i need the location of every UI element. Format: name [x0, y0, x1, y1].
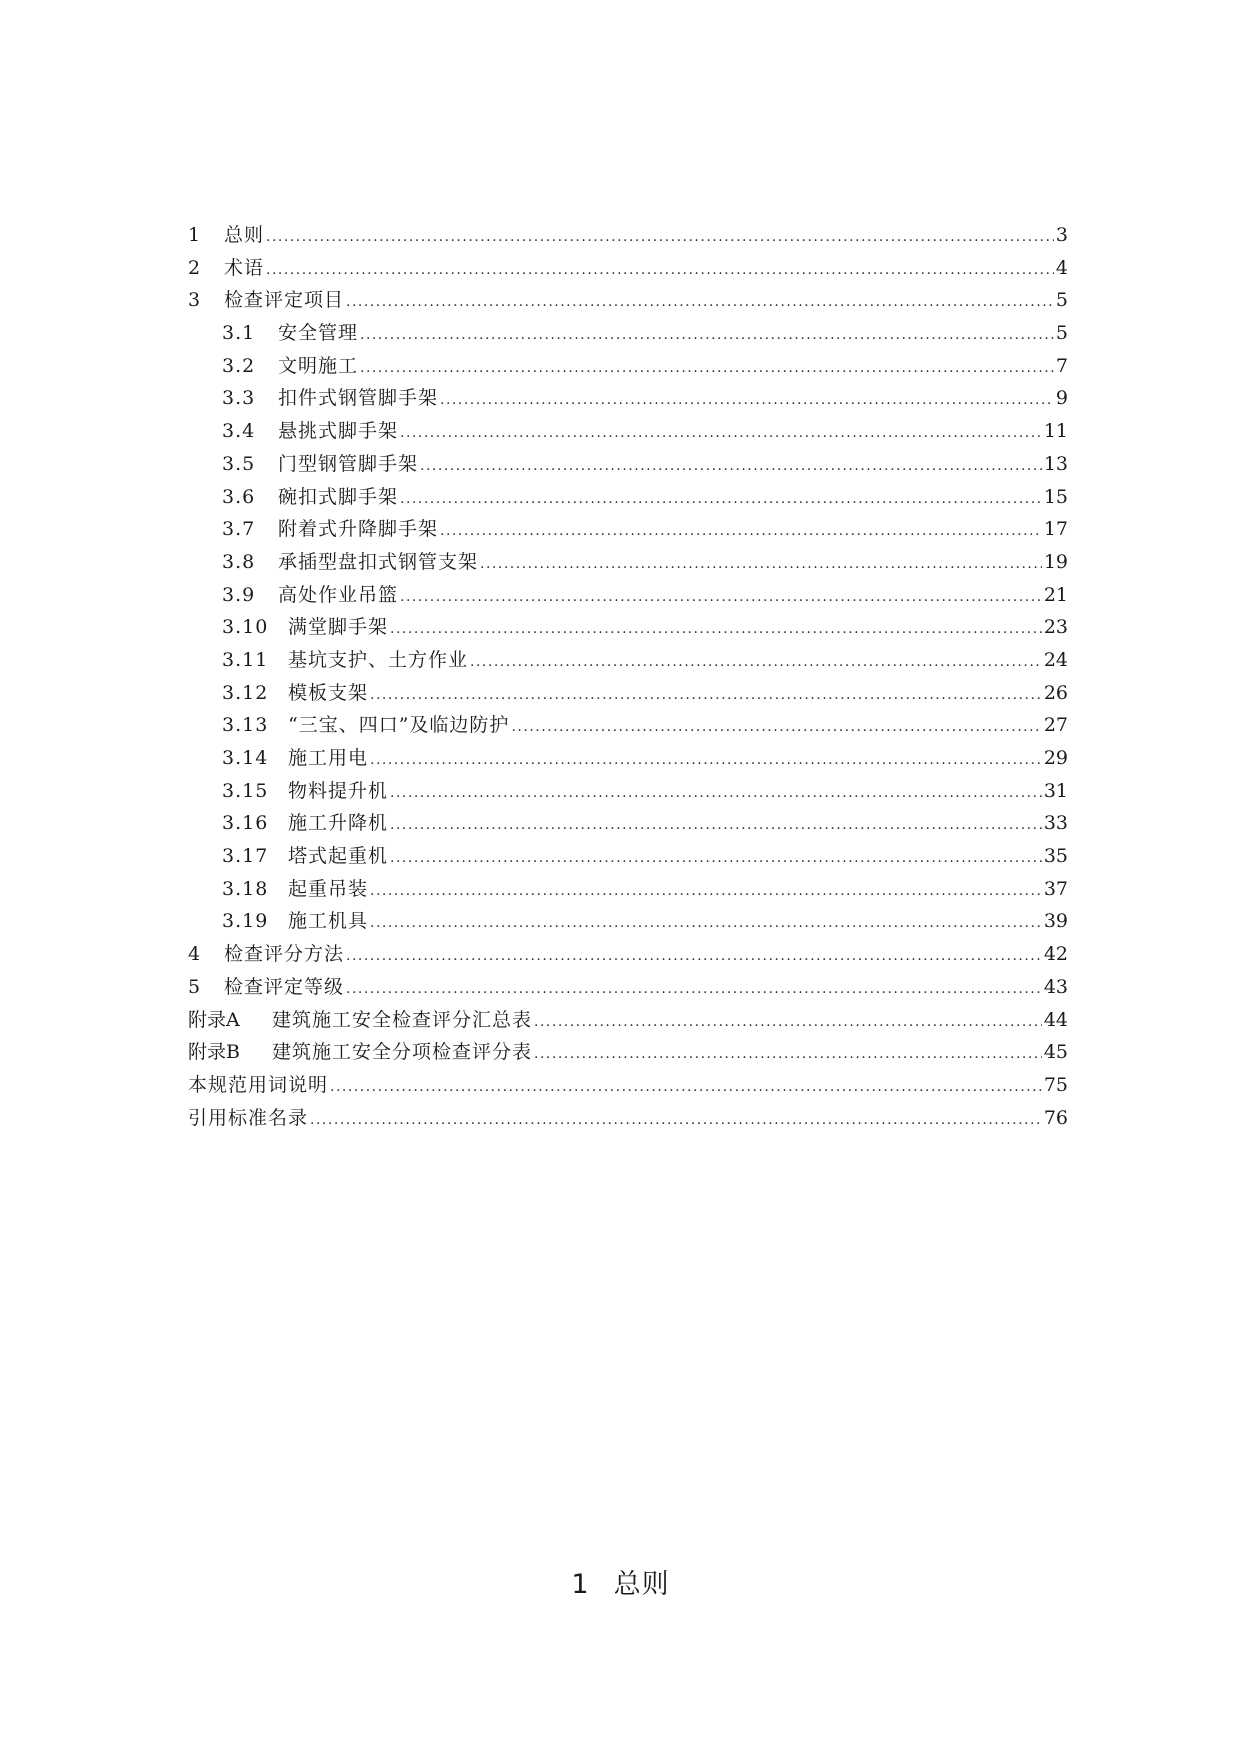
toc-dot-leader: [511, 709, 1041, 744]
toc-entry-page: 15: [1043, 485, 1068, 508]
toc-entry-page: 11: [1043, 420, 1068, 443]
toc-entry-number: 3.16: [222, 812, 269, 835]
toc-dot-leader: [534, 1036, 1042, 1071]
toc-dot-leader: [346, 938, 1042, 973]
toc-dot-leader: [480, 546, 1042, 581]
toc-dot-leader: [266, 252, 1054, 287]
toc-entry-title: 承插型盘扣式钢管支架: [278, 550, 479, 573]
toc-entry-number: 3.12: [222, 681, 269, 704]
toc-entry[interactable]: [188, 219, 1068, 252]
toc-entry[interactable]: [188, 644, 1068, 677]
toc-entry-page: 21: [1043, 583, 1068, 606]
toc-entry[interactable]: [188, 677, 1068, 710]
toc-entry[interactable]: [188, 971, 1068, 1004]
toc-entry-page: 17: [1043, 518, 1068, 541]
toc-entry-title: 检查评定项目: [224, 289, 345, 312]
toc-entry[interactable]: [188, 905, 1068, 938]
toc-entry[interactable]: [188, 546, 1068, 579]
toc-entry-number: 3.13: [222, 714, 269, 737]
toc-entry[interactable]: [188, 840, 1068, 873]
toc-entry-number: 3.9: [222, 583, 256, 606]
toc-entry-title: 文明施工: [278, 354, 359, 377]
toc-dot-leader: [370, 905, 1042, 940]
toc-entry-page: 23: [1043, 616, 1068, 639]
toc-entry[interactable]: [188, 317, 1068, 350]
toc-entry-page: 29: [1043, 747, 1068, 769]
toc-entry-page: 19: [1043, 550, 1068, 573]
toc-entry-title: 检查评定等级: [224, 975, 345, 998]
toc-entry-number: 附录A: [188, 1008, 240, 1031]
toc-dot-leader: [390, 775, 1042, 810]
toc-entry-title: 本规范用词说明: [188, 1073, 329, 1096]
toc-entry-title: 引用标准名录: [188, 1106, 309, 1129]
toc-entry[interactable]: [188, 938, 1068, 971]
toc-entry-number: 3.6: [222, 485, 256, 508]
toc-entry-title: 基坑支护、土方作业: [288, 648, 469, 671]
chapter-number: 1: [571, 1569, 590, 1600]
toc-entry-page: 44: [1043, 1008, 1068, 1031]
toc-entry-page: 76: [1043, 1106, 1068, 1129]
toc-entry-title: “三宝、四口”及临边防护: [288, 714, 510, 737]
toc-dot-leader: [346, 284, 1054, 319]
toc-entry[interactable]: [188, 775, 1068, 808]
toc-entry-title: 总则: [224, 224, 265, 246]
toc-dot-leader: [390, 611, 1042, 646]
toc-dot-leader: [390, 807, 1042, 842]
toc-entry[interactable]: [188, 873, 1068, 906]
toc-entry[interactable]: [188, 513, 1068, 546]
toc-entry-page: 35: [1043, 845, 1068, 868]
toc-entry-page: 5: [1055, 289, 1068, 312]
toc-entry[interactable]: [188, 709, 1068, 742]
toc-dot-leader: [360, 317, 1054, 352]
toc-entry-page: 5: [1055, 322, 1068, 345]
toc-entry[interactable]: [188, 611, 1068, 644]
toc-dot-leader: [400, 579, 1042, 614]
toc-entry-title: 建筑施工安全检查评分汇总表: [272, 1008, 533, 1031]
toc-entry-page: 4: [1055, 256, 1068, 279]
toc-entry-page: 43: [1043, 975, 1068, 998]
toc-entry-page: 33: [1043, 812, 1068, 835]
toc-entry-page: 42: [1043, 943, 1068, 966]
toc-entry-title: 施工机具: [288, 910, 369, 933]
toc-entry-title: 满堂脚手架: [288, 616, 389, 639]
toc-dot-leader: [370, 742, 1042, 777]
toc-entry-number: 3.4: [222, 420, 256, 443]
toc-entry-number: 1: [188, 224, 201, 246]
chapter-heading: [0, 1562, 1241, 1601]
toc-entry-number: 3: [188, 289, 201, 312]
toc-entry-number: 3.3: [222, 387, 256, 410]
toc-entry-page: 26: [1043, 681, 1068, 704]
toc-dot-leader: [310, 1102, 1042, 1137]
toc-entry[interactable]: [188, 284, 1068, 317]
toc-entry-page: 27: [1043, 714, 1068, 737]
toc-entry[interactable]: [188, 1102, 1068, 1135]
toc-dot-leader: [400, 415, 1042, 450]
toc-entry-number: 3.14: [222, 747, 269, 769]
toc-dot-leader: [330, 1069, 1042, 1104]
toc-entry-number: 3.5: [222, 452, 256, 475]
toc-entry[interactable]: [188, 742, 1068, 775]
toc-dot-leader: [370, 677, 1042, 712]
toc-entry[interactable]: [188, 481, 1068, 514]
toc-entry[interactable]: [188, 1004, 1068, 1037]
toc-entry-number: 2: [188, 256, 201, 279]
table-of-contents: [188, 219, 1068, 1134]
toc-dot-leader: [370, 873, 1042, 908]
toc-entry-page: 45: [1043, 1041, 1068, 1064]
toc-entry-page: 75: [1043, 1073, 1068, 1096]
toc-dot-leader: [534, 1004, 1042, 1039]
toc-entry[interactable]: [188, 1069, 1068, 1102]
toc-entry-page: 24: [1043, 648, 1068, 671]
toc-entry-title: 模板支架: [288, 681, 369, 704]
toc-entry-title: 扣件式钢管脚手架: [278, 387, 439, 410]
toc-dot-leader: [470, 644, 1042, 679]
toc-entry-number: 3.1: [222, 322, 256, 345]
toc-entry-number: 4: [188, 943, 201, 966]
toc-entry-title: 施工用电: [288, 747, 369, 769]
toc-entry-title: 附着式升降脚手架: [278, 518, 439, 541]
toc-dot-leader: [420, 448, 1042, 483]
toc-entry-number: 3.10: [222, 616, 269, 639]
toc-entry-number: 3.18: [222, 877, 269, 900]
toc-entry-title: 安全管理: [278, 322, 359, 345]
toc-entry-number: 3.19: [222, 910, 269, 933]
toc-entry-title: 门型钢管脚手架: [278, 452, 419, 475]
toc-entry[interactable]: [188, 382, 1068, 415]
chapter-title: 总则: [613, 1569, 670, 1600]
toc-entry-title: 检查评分方法: [224, 943, 345, 966]
toc-entry-page: 7: [1055, 354, 1068, 377]
toc-entry-number: 附录B: [188, 1041, 240, 1064]
toc-entry-number: 3.17: [222, 845, 269, 868]
toc-entry-title: 悬挑式脚手架: [278, 420, 399, 443]
toc-entry-page: 39: [1043, 910, 1068, 933]
toc-entry-number: 5: [188, 975, 201, 998]
toc-dot-leader: [346, 971, 1042, 1006]
toc-entry-number: 3.7: [222, 518, 256, 541]
toc-dot-leader: [390, 840, 1042, 875]
toc-entry-title: 起重吊装: [288, 877, 369, 900]
toc-dot-leader: [266, 219, 1054, 254]
toc-entry-title: 高处作业吊篮: [278, 583, 399, 606]
toc-entry-title: 塔式起重机: [288, 845, 389, 868]
toc-entry-number: 3.11: [222, 648, 269, 671]
toc-entry-page: 3: [1055, 224, 1068, 246]
toc-entry-title: 建筑施工安全分项检查评分表: [272, 1041, 533, 1064]
toc-entry-number: 3.2: [222, 354, 256, 377]
toc-entry-title: 施工升降机: [288, 812, 389, 835]
toc-entry[interactable]: [188, 350, 1068, 383]
toc-entry-title: 碗扣式脚手架: [278, 485, 399, 508]
toc-entry-number: 3.15: [222, 779, 269, 802]
toc-entry-title: 物料提升机: [288, 779, 389, 802]
toc-entry[interactable]: [188, 807, 1068, 840]
toc-entry-page: 9: [1055, 387, 1068, 410]
toc-entry[interactable]: [188, 579, 1068, 612]
toc-entry-title: 术语: [224, 256, 265, 279]
toc-entry[interactable]: [188, 1036, 1068, 1069]
toc-dot-leader: [440, 513, 1042, 548]
toc-entry-number: 3.8: [222, 550, 256, 573]
toc-entry-page: 31: [1043, 779, 1068, 802]
toc-entry-page: 37: [1043, 877, 1068, 900]
toc-dot-leader: [360, 350, 1054, 385]
toc-entry[interactable]: [188, 415, 1068, 448]
toc-entry-page: 13: [1043, 452, 1068, 475]
toc-entry[interactable]: [188, 448, 1068, 481]
toc-entry[interactable]: [188, 252, 1068, 285]
toc-dot-leader: [400, 481, 1042, 516]
toc-dot-leader: [440, 382, 1054, 417]
